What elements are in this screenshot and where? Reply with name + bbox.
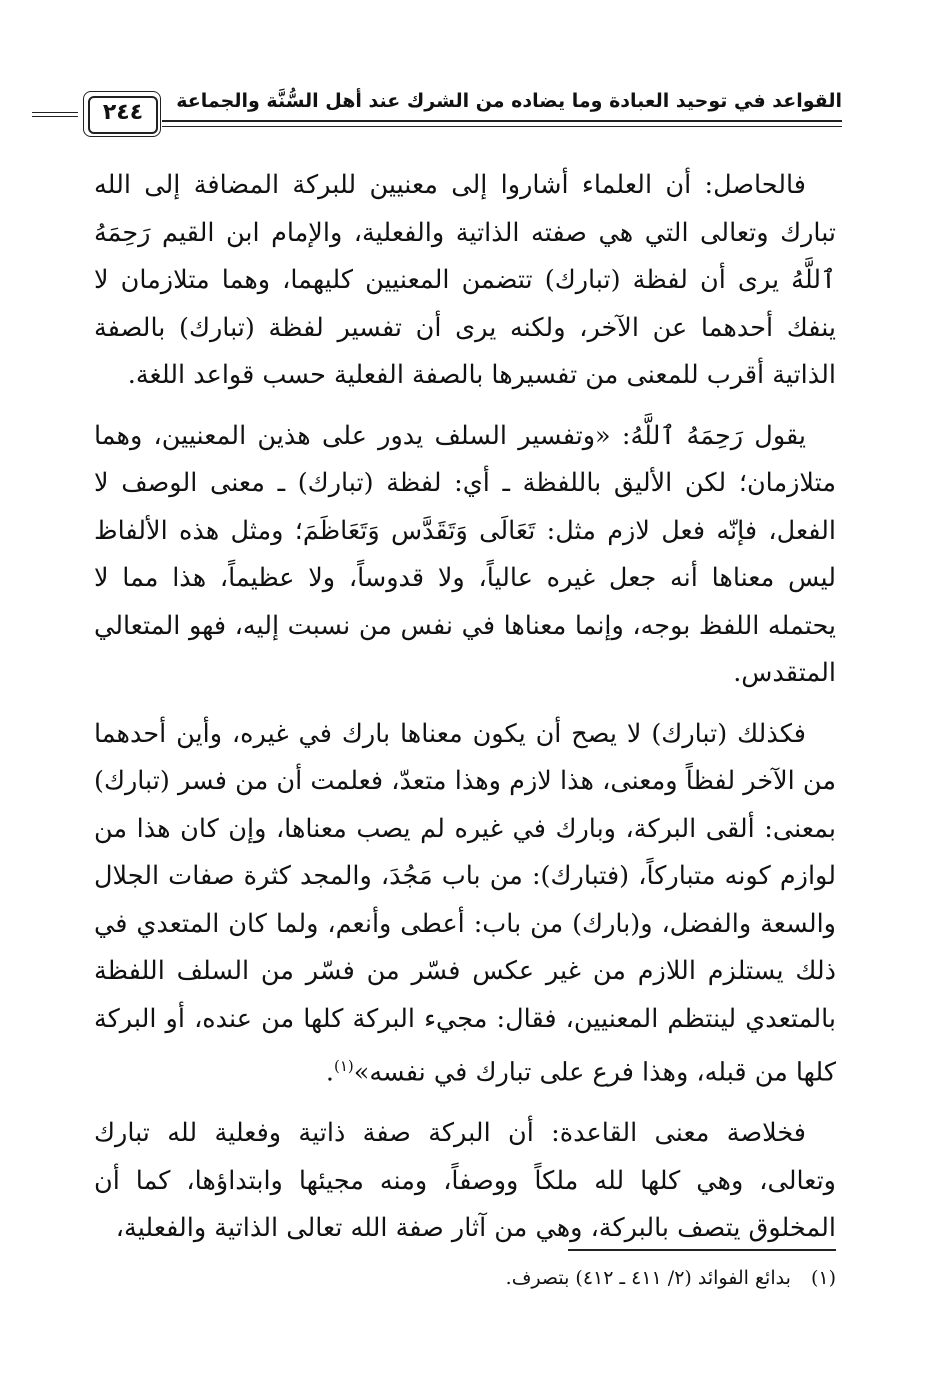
footnote-separator	[568, 1249, 836, 1251]
paragraph-quote-text: فكذلك (تبارك) لا يصح أن يكون معناها بارك في غيره، وأين أحدهما من الآخر لفظاً ومعنى، هذا لازم وهذا متعدّ، فعلمت أن من فسر (تبارك) بمعنى: ألقى البركة، وبارك في غيره لم يصب معناها، وإن كان هذا من لوازم كونه متباركاً، (فتبارك): من باب مَجُدَ، والمجد كثرة صفات الجلال والسعة والفضل، و(بارك) من باب: أعطى وأنعم، ولما كان المتعدي في ذلك يستلزم اللازم من غير عكس فسّر من فسّر من السلف اللفظة بالمتعدي لينتظم المعنيين، فقال: مجيء البركة كلها من عنده، أو البركة كلها من قبله، وهذا فرع على تبارك في نفسه»	[94, 718, 836, 1088]
page-number: ٢٤٤	[102, 100, 144, 125]
sentence-end: .	[325, 1057, 334, 1088]
paragraph-quote-continued	[94, 711, 836, 1098]
main-text	[94, 162, 836, 1266]
footnote-reference[interactable]: (١)	[333, 1057, 354, 1075]
running-title: القواعد في توحيد العبادة وما يضاده من الشرك عند أهل السُّنَّة والجماعة	[176, 90, 842, 112]
footnote-marker: (١)	[810, 1267, 836, 1289]
page-header	[82, 86, 842, 148]
paragraph-summary: فالحاصل: أن العلماء أشاروا إلى معنيين للبركة المضافة إلى الله تبارك وتعالى التي هي صفته الذاتية والفعلية، والإمام ابن القيم رَحِمَهُ ٱللَّهُ يرى أن لفظة (تبارك) تتضمن المعنيين كليهما، وهما متلازمان لا ينفك أحدهما عن الآخر، ولكنه يرى أن تفسير لفظة (تبارك) بالصفة الذاتية أقرب للمعنى من تفسيرها بالصفة الفعلية حسب قواعد اللغة.	[94, 170, 836, 390]
paragraph-conclusion: فخلاصة معنى القاعدة: أن البركة صفة ذاتية وفعلية لله تبارك وتعالى، وهي كلها لله ملكاً ووصفاً، ومنه مجيئها وابتداؤها، كما أن المخلوق يتصف بالبركة، وهي من آثار صفة الله تعالى الذاتية والفعلية،	[94, 1118, 836, 1243]
header-rule	[162, 120, 842, 122]
header-ornament-line	[32, 112, 78, 113]
header-rule	[162, 126, 842, 127]
footnote-text: بدائع الفوائد (٢/ ٤١١ ـ ٤١٢) بتصرف.	[505, 1267, 791, 1289]
footnote	[94, 1263, 836, 1293]
header-ornament-line	[32, 116, 78, 117]
paragraph-quote-start: يقول رَحِمَهُ ٱللَّهُ: «وتفسير السلف يدور على هذين المعنيين، وهما متلازمان؛ لكن الأليق باللفظة ـ أي: لفظة (تبارك) ـ معنى الوصف لا الفعل، فإنّه فعل لازم مثل: تَعَالَى وَتَقَدَّس وَتَعَاظَمَ؛ ومثل هذه الألفاظ ليس معناها أنه جعل غيره عالياً، ولا قدوساً، ولا عظيماً، هذا مما لا يحتمله اللفظ بوجه، وإنما معناها في نفس من نسبت إليه، فهو المتعالي المتقدس.	[94, 420, 836, 688]
page-number-badge	[82, 86, 162, 142]
